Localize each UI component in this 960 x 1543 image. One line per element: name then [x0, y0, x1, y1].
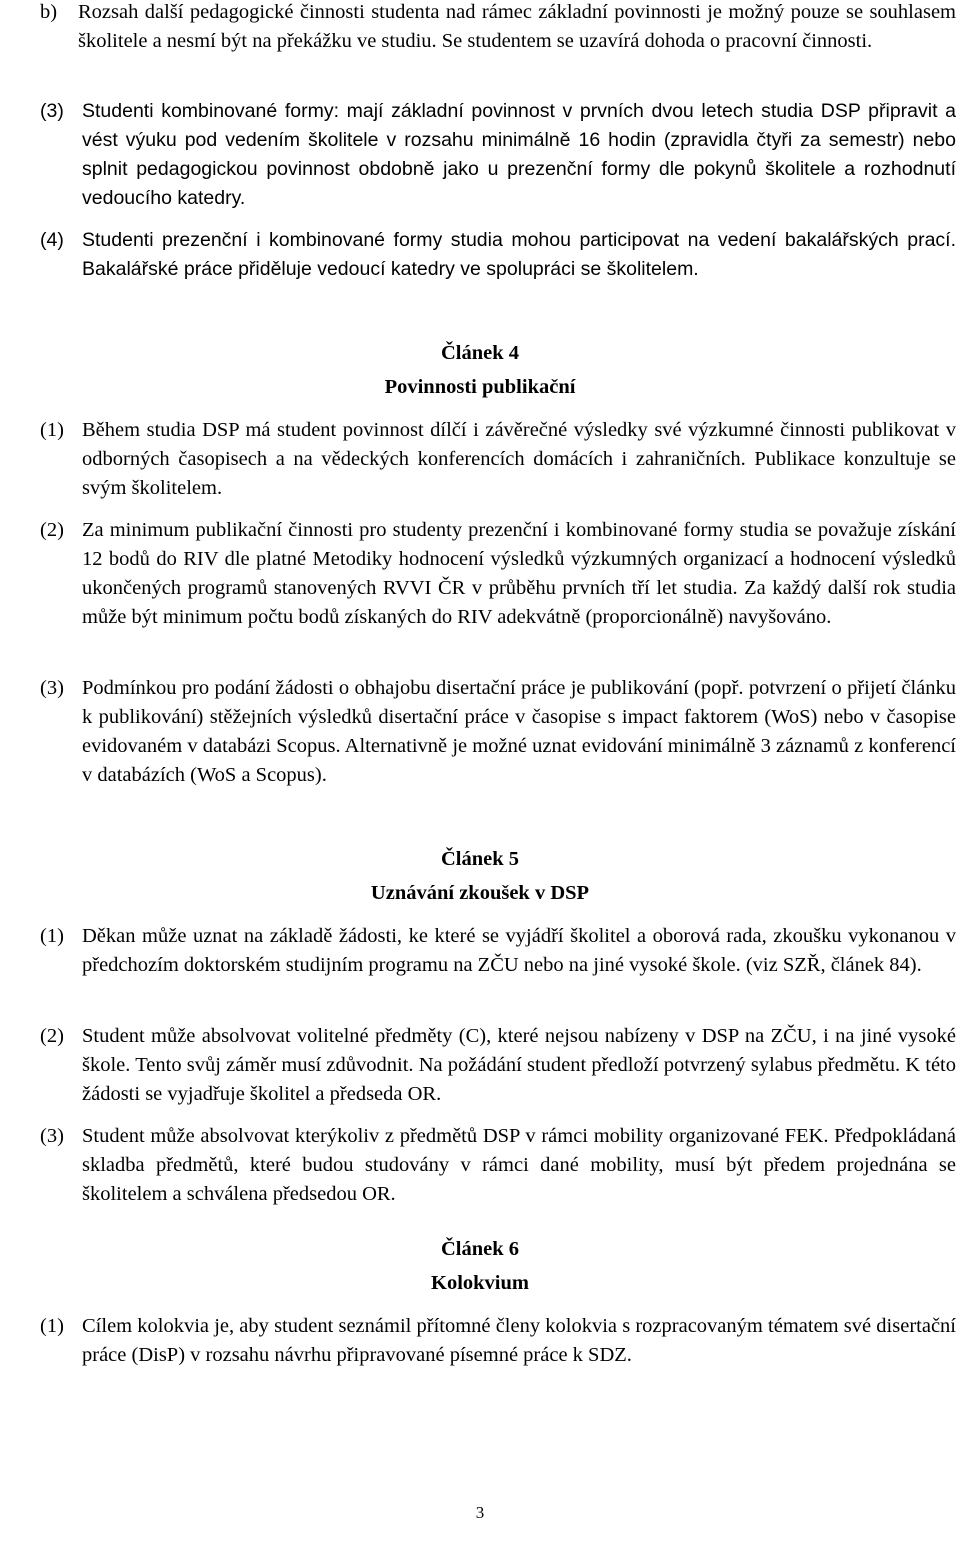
paragraph-number: (3) [40, 1125, 64, 1147]
paragraph-number: (2) [40, 519, 64, 541]
paragraph-text: Cílem kolokvia je, aby student seznámil přítomné členy kolokvia s rozpracovaným tématem své disertační práce (DisP) v rozsahu návrhu připravované písemné práce k SDZ. [82, 1315, 956, 1366]
article-6-title: Článek 6 [440, 1238, 520, 1260]
article3-paragraph-4 [40, 226, 956, 284]
paragraph-text: Podmínkou pro podání žádosti o obhajobu disertační práce je publikování (popř. potvrzení o přijetí článku k publikování) stěžejních výsledků disertační práce v časopise s impact faktorem (WoS) nebo v časopise evidovaném v databázi Scopus. Alternativně je možné uznat evidování minimálně 3 záznamů z konferencí v databázích (WoS a Scopus). [82, 677, 956, 786]
article-6-subtitle: Kolokvium [431, 1272, 529, 1294]
paragraph-b [40, 0, 956, 56]
article5-paragraph-3 [40, 1122, 956, 1209]
paragraph-number: (1) [40, 1315, 64, 1337]
article5-paragraph-1 [40, 922, 956, 980]
page-number: 3 [475, 1503, 485, 1522]
paragraph-text: Děkan může uznat na základě žádosti, ke které se vyjádří školitel a oborová rada, zkoušku vykonanou v předchozím doktorském studijním programu na ZČU nebo na jiné vysoké škole. (viz SZŘ, článek 84). [82, 925, 956, 976]
paragraph-number: (3) [40, 100, 64, 122]
article-5-title: Článek 5 [440, 848, 520, 870]
paragraph-number: (1) [40, 419, 64, 441]
article-4-subtitle: Povinnosti publikační [384, 376, 576, 398]
paragraph-number: (4) [40, 229, 64, 251]
paragraph-text: Student může absolvovat kterýkoliv z předmětů DSP v rámci mobility organizované FEK. Předpokládaná skladba předmětů, které budou studovány v rámci dané mobility, musí být předem projednána se školitelem a schválena předsedou OR. [82, 1125, 956, 1205]
paragraph-number: (1) [40, 925, 64, 947]
paragraph-number: (3) [40, 677, 64, 699]
article5-paragraph-2 [40, 1022, 956, 1109]
article-5-subtitle: Uznávání zkoušek v DSP [370, 882, 590, 904]
paragraph-text: Student může absolvovat volitelné předměty (C), které nejsou nabízeny v DSP na ZČU, i na jiné vysoké škole. Tento svůj záměr musí zdůvodnit. Na požádání student předloží potvrzený sylabus předmětu. K této žádosti se vyjadřuje školitel a předseda OR. [82, 1025, 956, 1105]
paragraph-text: Studenti kombinované formy: mají základní povinnost v prvních dvou letech studia DSP připravit a vést výuku pod vedením školitele v rozsahu minimálně 16 hodin (zpravidla čtyři za semestr) nebo splnit pedagogickou povinnost obdobně jako u prezenční formy dle pokynů školitele a rozhodnutí vedoucího katedry. [82, 100, 956, 209]
article-4-title: Článek 4 [440, 342, 520, 364]
paragraph-text: Za minimum publikační činnosti pro studenty prezenční i kombinované formy studia se považuje získání 12 bodů do RIV dle platné Metodiky hodnocení výsledků výzkumných organizací a hodnocení výsledků ukončených programů stanovených RVVI ČR v průběhu prvních tří let studia. Za každý další rok studia může být minimum počtu bodů získaných do RIV adekvátně (proporcionálně) navyšováno. [82, 519, 956, 628]
paragraph-text: Během studia DSP má student povinnost dílčí i závěrečné výsledky své výzkumné činnosti publikovat v odborných časopisech a na vědeckých konferencích domácích i zahraničních. Publikace konzultuje se svým školitelem. [82, 419, 956, 499]
paragraph-number: (2) [40, 1025, 64, 1047]
paragraph-text: Rozsah další pedagogické činnosti studenta nad rámec základní povinnosti je možný pouze se souhlasem školitele a nesmí být na překážku ve studiu. Se studentem se uzavírá dohoda o pracovní činnosti. [78, 1, 956, 52]
article4-paragraph-3 [40, 674, 956, 790]
article4-paragraph-2 [40, 516, 956, 632]
article3-paragraph-3 [40, 97, 956, 213]
article4-paragraph-1 [40, 416, 956, 503]
article6-paragraph-1 [40, 1312, 956, 1370]
paragraph-number: b) [40, 1, 58, 23]
paragraph-text: Studenti prezenční i kombinované formy studia mohou participovat na vedení bakalářských prací. Bakalářské práce přiděluje vedoucí katedry ve spolupráci se školitelem. [82, 229, 956, 280]
